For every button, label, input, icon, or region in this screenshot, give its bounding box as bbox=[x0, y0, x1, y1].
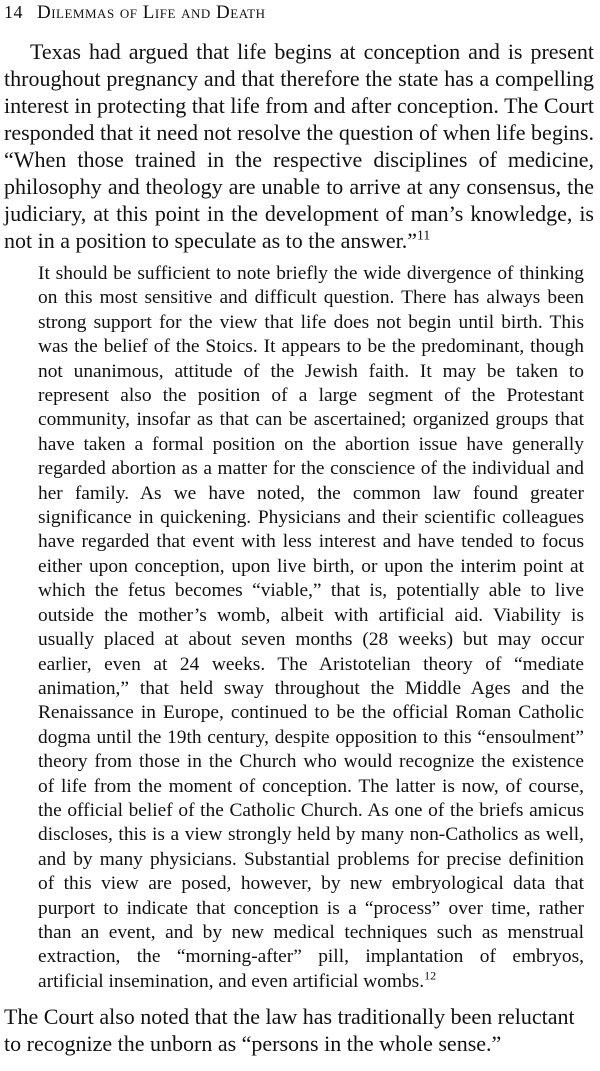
paragraph-2-text: The Court also noted that the law has traditionally been reluctant to recognize the unborn as “persons in the whole sense.” bbox=[4, 1004, 575, 1057]
body-paragraph-2 bbox=[4, 1003, 594, 1057]
paragraph-1-text: Texas had argued that life begins at conception and is present throughout pregnancy and that therefore the state has a compelling interest in protecting that life from and after conception. The Court responded that it need not resolve the question of when life begins. “When those trained in the respective disciplines of medicine, philosophy and theology are unable to arrive at any consensus, the judiciary, at this point in the development of man’s knowledge, is not in a position to speculate as to the answer.” bbox=[4, 39, 594, 253]
footnote-ref-12: 12 bbox=[424, 968, 437, 983]
running-title: Dilemmas of Life and Death bbox=[37, 2, 266, 23]
page-number: 14 bbox=[4, 2, 23, 22]
running-head bbox=[4, 0, 594, 26]
block-quote-text: It should be sufficient to note briefly the wide divergence of thinking on this most sensitive and difficult question. There has always been strong support for the view that life does not begin until birth. This was the belief of the Stoics. It appears to be the predominant, though not unanimous, attitude of the Jewish faith. It may be taken to represent also the position of a large segment of the Protestant community, insofar as that can be ascertained; organized groups that have taken a formal position on the abortion issue have generally regarded abortion as a matter for the conscience of the individual and her family. As we have noted, the common law found greater significance in quickening. Physicians and their scientific colleagues have regarded that event with less interest and have tended to focus either upon conception, upon live birth, or upon the interim point at which the fetus becomes “viable,” that is, potentially able to live outside the mother’s womb, albeit with artificial aid. Viability is usually placed at about seven months (28 weeks) but may occur earlier, even at 24 weeks. The Aristotelian theory of “mediate animation,” that held sway throughout the Middle Ages and the Renaissance in Europe, continued to be the official Roman Catholic dogma until the 19th century, despite opposition to this “ensoulment” theory from those in the Church who would recognize the existence of life from the moment of conception. The latter is now, of course, the official belief of the Catholic Church. As one of the briefs amicus discloses, this is a view strongly held by many non-Catholics as well, and by many physicians. Substantial problems for precise definition of this view are posed, however, by new embryological data that purport to indicate that conception is a “process” over time, rather than an event, and by new medical techniques such as menstrual extraction, the “morning-after” pill, implantation of embryos, artificial insemination, and even artificial wombs. bbox=[38, 263, 584, 992]
footnote-ref-11: 11 bbox=[417, 227, 431, 243]
block-quote bbox=[38, 262, 584, 994]
body-paragraph-1 bbox=[4, 38, 594, 254]
